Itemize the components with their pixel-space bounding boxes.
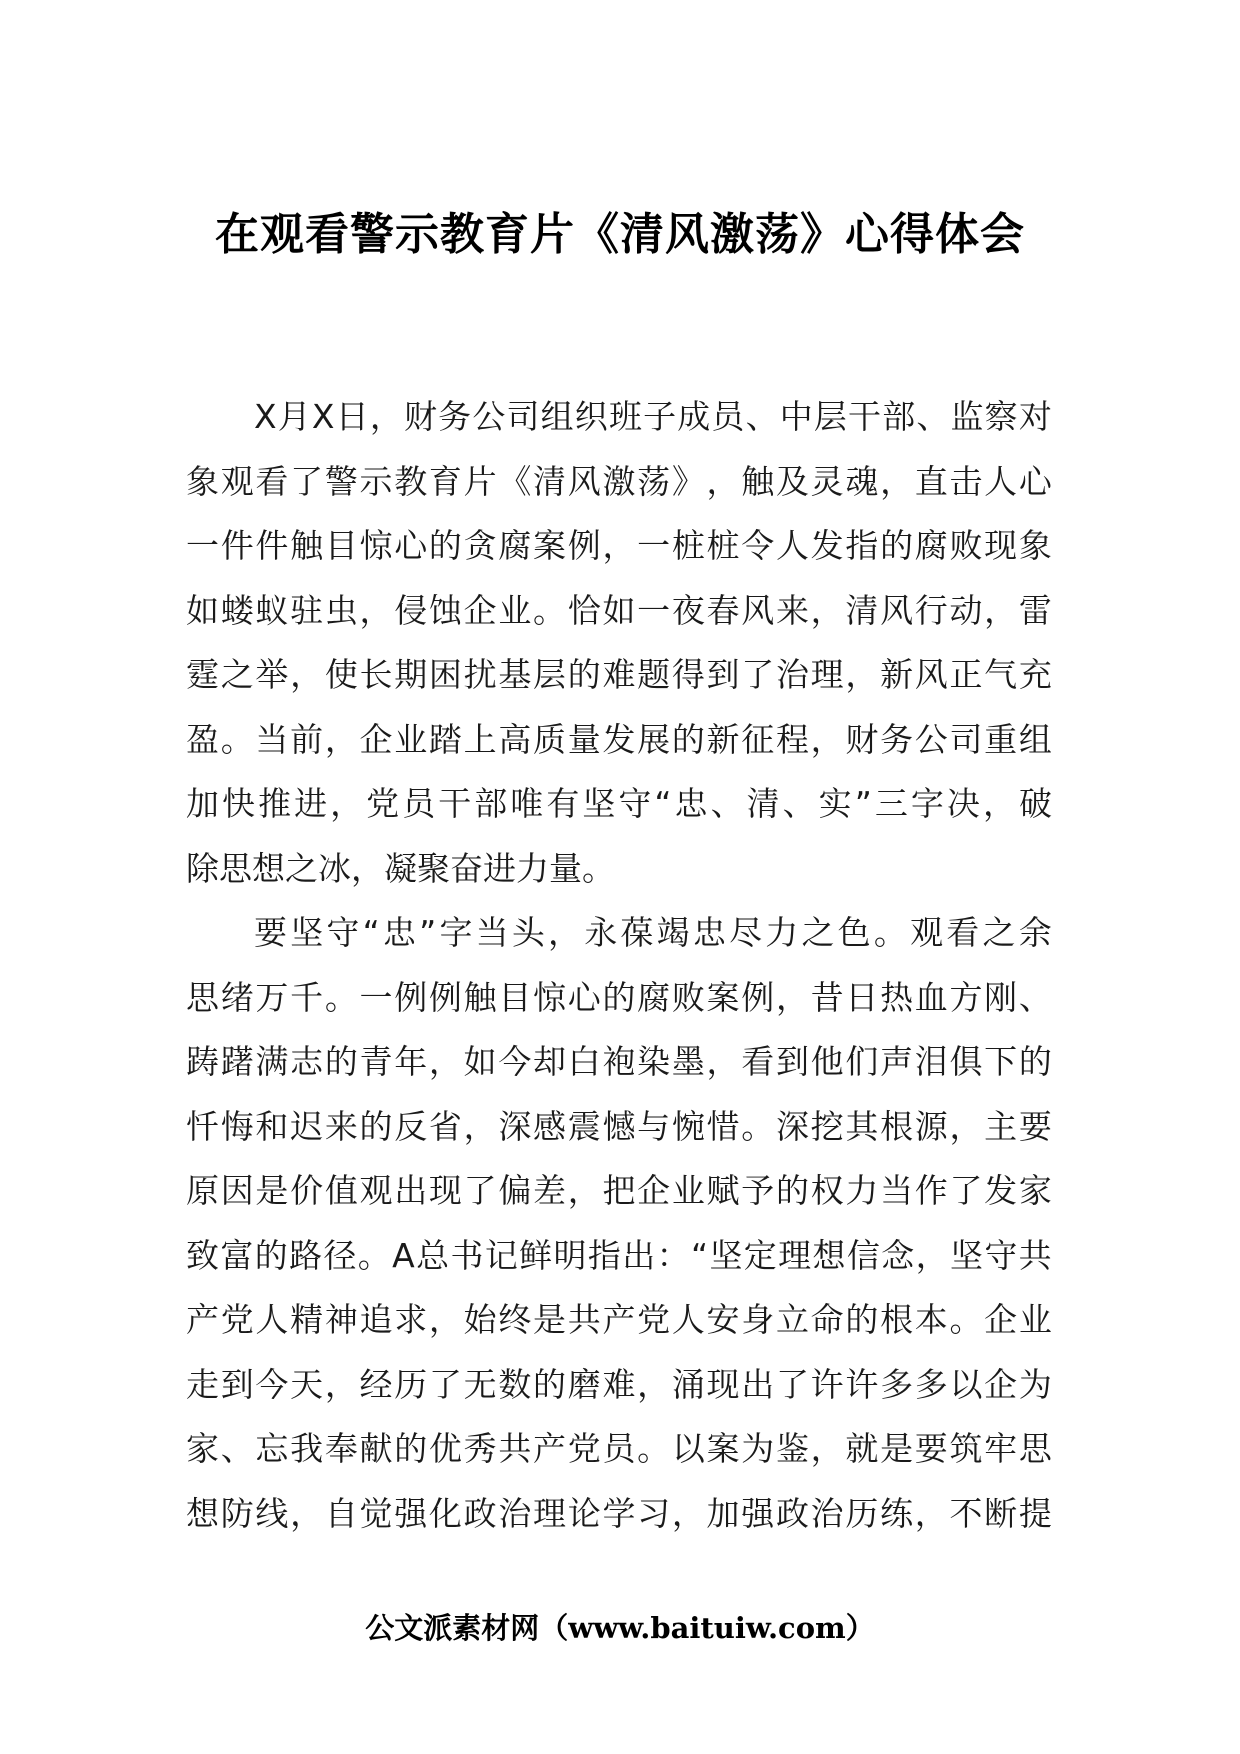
document-body <box>186 385 1052 1546</box>
text-line: X 月 X 日 ， 财 务 公 司 组 织 班 子 成 员 、 中 层 干 部 、 监 察 对 <box>254 397 1052 436</box>
text-line: 思 绪 万 千 。 一 例 例 触 目 惊 心 的 腐 败 案 例 ， 昔 日 热 血 方 刚 、 <box>186 977 1052 1017</box>
footer-source: 公文派素材网（www.baituiw.com） <box>365 1611 875 1645</box>
paragraph <box>186 901 1052 1546</box>
text-line: 加 快 推 进 ， 党 员 干 部 唯 有 坚 守 “ 忠 、 清 、 实 ” 三 字 决 ， 破 <box>186 784 1052 823</box>
text-line: 除思想之冰，凝聚奋进力量。 <box>186 848 615 888</box>
document-title: 在观看警示教育片《清风激荡》心得体会 <box>215 209 1025 260</box>
text-line: 走 到 今 天 ， 经 历 了 无 数 的 磨 难 ， 涌 现 出 了 许 许 多 多 以 企 为 <box>186 1364 1052 1404</box>
text-line: 如 蝼 蚁 驻 虫 ， 侵 蚀 企 业 。 恰 如 一 夜 春 风 来 ， 清 风 行 动 ， 雷 <box>186 590 1052 630</box>
text-line: 忏 悔 和 迟 来 的 反 省 ， 深 感 震 憾 与 惋 惜 。 深 挖 其 根 源 ， 主 要 <box>186 1106 1052 1146</box>
text-line: 产 党 人 精 神 追 求 ， 始 终 是 共 产 党 人 安 身 立 命 的 根 本 。 企 业 <box>186 1300 1052 1339</box>
text-line: 家 、 忘 我 奉 献 的 优 秀 共 产 党 员 。 以 案 为 鉴 ， 就 是 要 筑 牢 思 <box>186 1429 1052 1468</box>
text-line: 象 观 看 了 警 示 教 育 片 《 清 风 激 荡 》 ， 触 及 灵 魂 ， 直 击 人 心 <box>186 461 1052 501</box>
paragraph <box>186 385 1052 901</box>
text-line: 要 坚 守 “ 忠 ” 字 当 头 ， 永 葆 竭 忠 尽 力 之 色 。 观 看 之 余 <box>254 913 1052 952</box>
text-line: 盈 。 当 前 ， 企 业 踏 上 高 质 量 发 展 的 新 征 程 ， 财 务 公 司 重 组 <box>186 719 1052 759</box>
text-line: 原 因 是 价 值 观 出 现 了 偏 差 ， 把 企 业 赋 予 的 权 力 当 作 了 发 家 <box>186 1171 1052 1210</box>
text-line: 一 件 件 触 目 惊 心 的 贪 腐 案 例 ， 一 桩 桩 令 人 发 指 的 腐 败 现 象 <box>186 526 1052 565</box>
text-line: 想 防 线 ， 自 觉 强 化 政 治 理 论 学 习 ， 加 强 政 治 历 练 ， 不 断 提 <box>186 1493 1052 1533</box>
text-line: 霆 之 举 ， 使 长 期 困 扰 基 层 的 难 题 得 到 了 治 理 ， 新 风 正 气 充 <box>186 655 1052 694</box>
text-line: 踌 躇 满 志 的 青 年 ， 如 今 却 白 袍 染 墨 ， 看 到 他 们 声 泪 俱 下 的 <box>186 1042 1052 1081</box>
text-line: 致 富 的 路 径 。 A 总 书 记 鲜 明 指 出 ： “ 坚 定 理 想 信 念 ， 坚 守 共 <box>186 1235 1052 1275</box>
